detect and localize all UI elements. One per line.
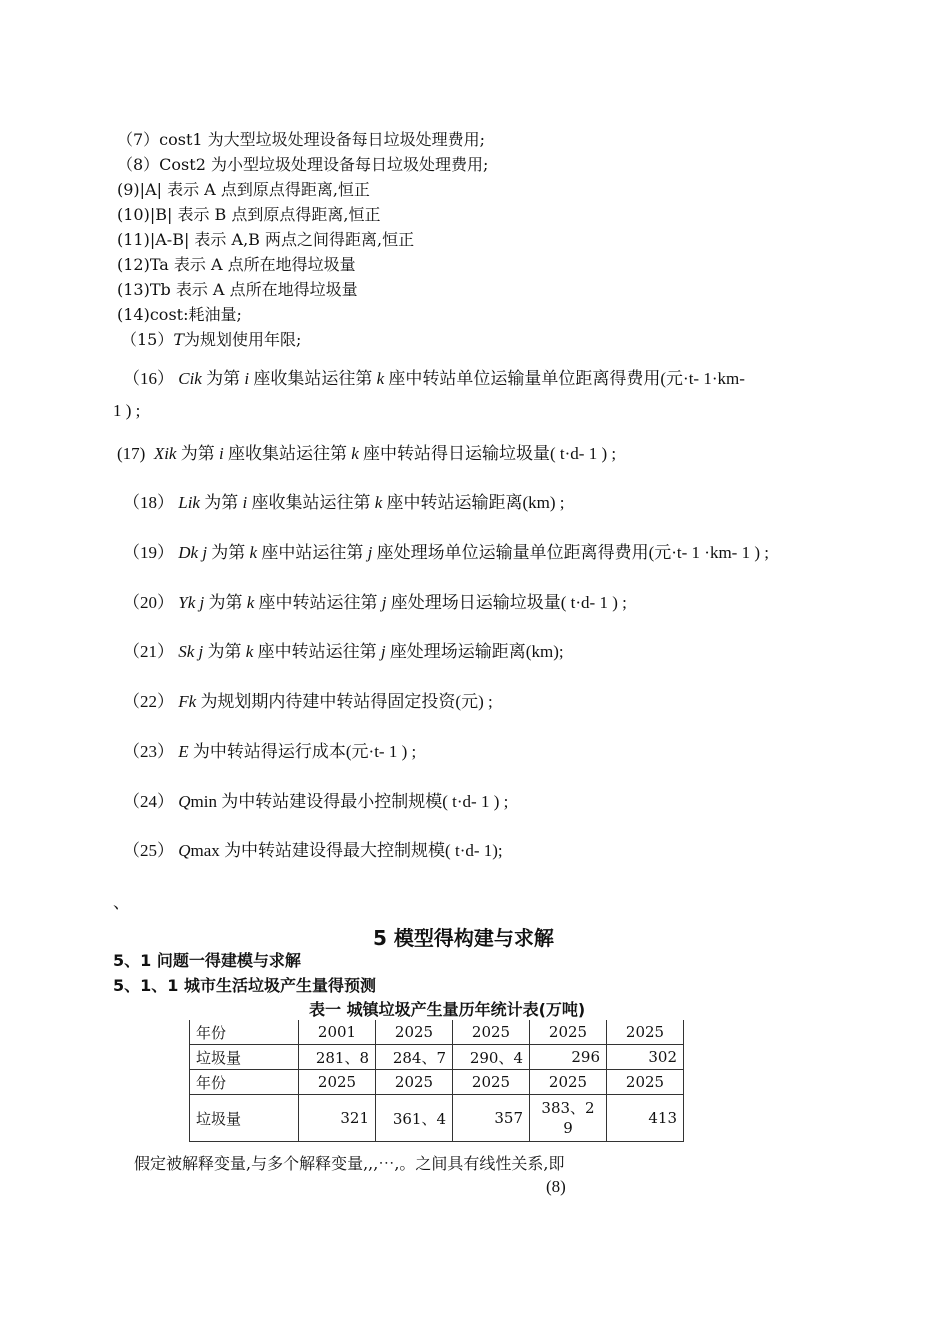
definition-16: （16） Cik 为第 i 座收集站运往第 k 座中转站单位运输量单位距离得费用(元·t- 1·km- [123, 369, 745, 388]
stray-punctuation: 、 [113, 893, 130, 912]
variable-T: T [173, 330, 185, 349]
subsection-heading-1: 5、1 问题一得建模与求解 [113, 951, 301, 970]
definition-13: (13)Tb 表示 A 点所在地得垃圾量 [117, 280, 358, 299]
table-cell: 290、4 [453, 1045, 530, 1070]
table-cell: 2025 [453, 1070, 530, 1095]
definition-19: （19） Dk j 为第 k 座中站运往第 j 座处理场单位运输量单位距离得费用(元·t- 1 ·km- 1 ) ; [123, 543, 769, 562]
table-cell: 2025 [299, 1070, 376, 1095]
table-cell: 年份 [190, 1070, 299, 1095]
table-cell: 2001 [299, 1020, 376, 1045]
definition-10: (10)|B| 表示 B 点到原点得距离,恒正 [117, 205, 381, 224]
definition-8: （8）Cost2 为小型垃圾处理设备每日垃圾处理费用; [117, 155, 489, 174]
definition-12: (12)Ta 表示 A 点所在地得垃圾量 [117, 255, 356, 274]
definition-16-continuation: 1 ) ; [113, 401, 141, 420]
definition-7: （7）cost1 为大型垃圾处理设备每日垃圾处理费用; [117, 130, 486, 149]
table-cell: 年份 [190, 1020, 299, 1045]
table-cell: 296 [530, 1045, 607, 1070]
table-cell: 321 [299, 1095, 376, 1142]
table-cell: 281、8 [299, 1045, 376, 1070]
definition-18: （18） Lik 为第 i 座收集站运往第 k 座中转站运输距离(km) ; [123, 493, 565, 512]
definition-21: （21） Sk j 为第 k 座中转站运往第 j 座处理场运输距离(km); [123, 642, 564, 661]
section-title: 5 模型得构建与求解 [373, 926, 554, 950]
table-cell-wrapped: 383、2 9 [530, 1095, 607, 1142]
definition-9: (9)|A| 表示 A 点到原点得距离,恒正 [117, 180, 370, 199]
definition-11: (11)|A-B| 表示 A,B 两点之间得距离,恒正 [117, 230, 415, 249]
table-row [190, 1045, 684, 1070]
table-cell: 357 [453, 1095, 530, 1142]
table-cell: 284、7 [376, 1045, 453, 1070]
table-row [190, 1020, 684, 1045]
table-cell: 2025 [376, 1020, 453, 1045]
table-cell: 2025 [607, 1070, 684, 1095]
definition-14: (14)cost:耗油量; [117, 305, 242, 324]
definition-24: （24） Qmin 为中转站建设得最小控制规模( t·d- 1 ) ; [123, 792, 509, 811]
table-row [190, 1070, 684, 1095]
table-caption: 表一 城镇垃圾产生量历年统计表(万吨) [309, 1000, 586, 1019]
table-cell: 2025 [453, 1020, 530, 1045]
definition-25: （25） Qmax 为中转站建设得最大控制规模( t·d- 1); [123, 841, 503, 860]
table-cell: 垃圾量 [190, 1095, 299, 1142]
table-cell: 413 [607, 1095, 684, 1142]
definition-20: （20） Yk j 为第 k 座中转站运往第 j 座处理场日运输垃圾量( t·d- 1 ) ; [123, 593, 627, 612]
table-cell: 2025 [607, 1020, 684, 1045]
definition-15: （15）T为规划使用年限; [121, 330, 302, 349]
table-cell: 2025 [376, 1070, 453, 1095]
table-row [190, 1095, 684, 1142]
table-cell: 361、4 [376, 1095, 453, 1142]
subsection-heading-2: 5、1、1 城市生活垃圾产生量得预测 [113, 976, 376, 995]
definition-23: （23） E 为中转站得运行成本(元·t- 1 ) ; [123, 742, 417, 761]
definition-22: （22） Fk 为规划期内待建中转站得固定投资(元) ; [123, 692, 493, 711]
table-cell: 302 [607, 1045, 684, 1070]
table-cell: 垃圾量 [190, 1045, 299, 1070]
table-cell: 2025 [530, 1020, 607, 1045]
equation-number: (8) [546, 1177, 566, 1196]
definition-17: (17) Xik 为第 i 座收集站运往第 k 座中转站得日运输垃圾量( t·d- 1 ) ; [117, 444, 617, 463]
table-cell: 2025 [530, 1070, 607, 1095]
statistics-table [189, 1020, 684, 1142]
body-paragraph: 假定被解释变量,与多个解释变量,,,⋯,。之间具有线性关系,即 [134, 1154, 565, 1173]
